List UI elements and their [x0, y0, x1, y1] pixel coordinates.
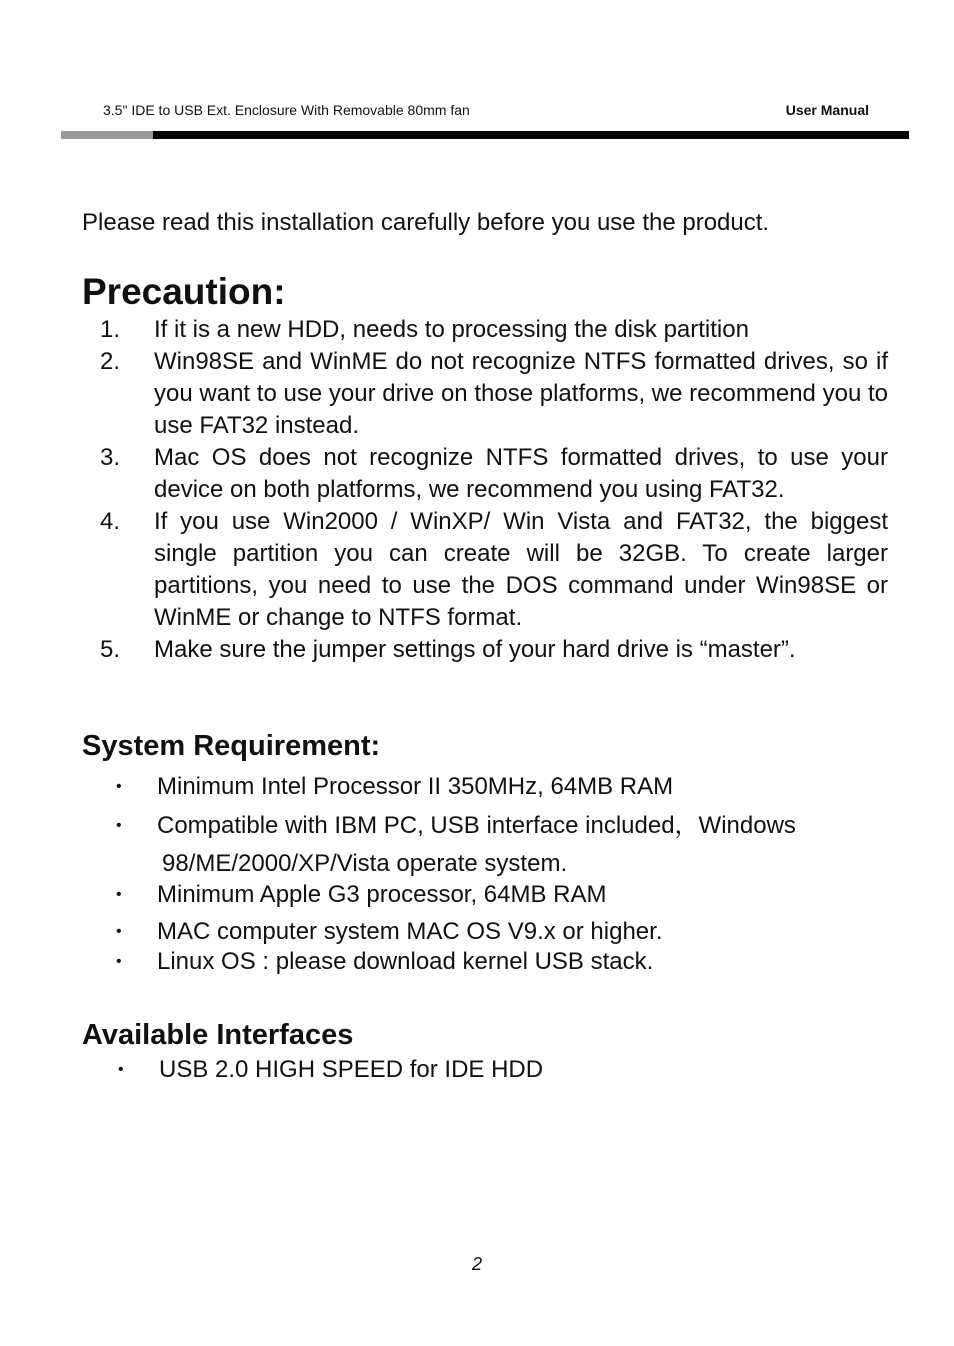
- requirement-continuation: [162, 849, 567, 879]
- header-title: 3.5" IDE to USB Ext. Enclosure With Removable 80mm fan: [103, 102, 470, 118]
- interface-text: USB 2.0 HIGH SPEED for IDE HDD: [159, 1056, 544, 1083]
- available-interfaces-heading: Available Interfaces: [82, 1019, 354, 1051]
- precaution-heading: Precaution:: [82, 271, 286, 312]
- item-text: Mac OS does not recognize NTFS formatted drives, to use your device on both platforms, we recommend you using FAT32.: [154, 444, 888, 503]
- bullet-icon: •: [118, 1061, 124, 1078]
- precaution-item: [100, 346, 888, 442]
- requirement-text: MAC computer system MAC OS V9.x or higher.: [157, 918, 663, 945]
- system-requirement-heading: System Requirement:: [82, 730, 381, 762]
- requirement-item: [116, 917, 663, 947]
- intro-text: Please read this installation carefully before you use the product.: [82, 209, 770, 236]
- item-text: Make sure the jumper settings of your hard drive is “master”.: [154, 636, 796, 663]
- bullet-icon: •: [116, 778, 122, 795]
- requirement-text: Linux OS : please download kernel USB stack.: [157, 948, 654, 975]
- item-number: 3.: [100, 444, 121, 471]
- requirement-text: Minimum Intel Processor II 350MHz, 64MB RAM: [157, 773, 674, 800]
- item-text: If it is a new HDD, needs to processing the disk partition: [154, 316, 749, 343]
- interface-item: [118, 1055, 544, 1085]
- requirement-item: [116, 772, 674, 802]
- precaution-item: [100, 314, 888, 346]
- precaution-item: [100, 442, 888, 506]
- requirement-item: [116, 811, 796, 841]
- requirement-text: Minimum Apple G3 processor, 64MB RAM: [157, 881, 607, 908]
- item-text: If you use Win2000 / WinXP/ Win Vista and FAT32, the biggest single partition you can create will be 32GB. To create larger partitions, you need to use the DOS command under Win98SE or WinME or change to NTFS format.: [154, 508, 888, 631]
- item-number: 1.: [100, 316, 121, 343]
- requirement-item: [116, 947, 654, 977]
- bullet-icon: •: [116, 923, 122, 940]
- requirement-text: 98/ME/2000/XP/Vista operate system.: [162, 850, 568, 877]
- item-number: 2.: [100, 348, 121, 375]
- header-rule-grey: [61, 131, 153, 139]
- bullet-icon: •: [116, 886, 122, 903]
- bullet-icon: •: [116, 953, 122, 970]
- header-rule-black: [153, 131, 909, 139]
- precaution-list: [100, 314, 888, 666]
- item-number: 5.: [100, 636, 121, 663]
- item-number: 4.: [100, 508, 121, 535]
- requirement-text: Compatible with IBM PC, USB interface included，Windows: [157, 812, 796, 839]
- item-text: Win98SE and WinME do not recognize NTFS formatted drives, so if you want to use your drive on those platforms, we recommend you to use FAT32 instead.: [154, 348, 888, 439]
- header-label: User Manual: [785, 102, 869, 118]
- page-number: 2: [471, 1254, 482, 1274]
- precaution-item: [100, 506, 888, 634]
- requirement-item: [116, 880, 607, 910]
- precaution-item: [100, 634, 888, 666]
- bullet-icon: •: [116, 817, 122, 834]
